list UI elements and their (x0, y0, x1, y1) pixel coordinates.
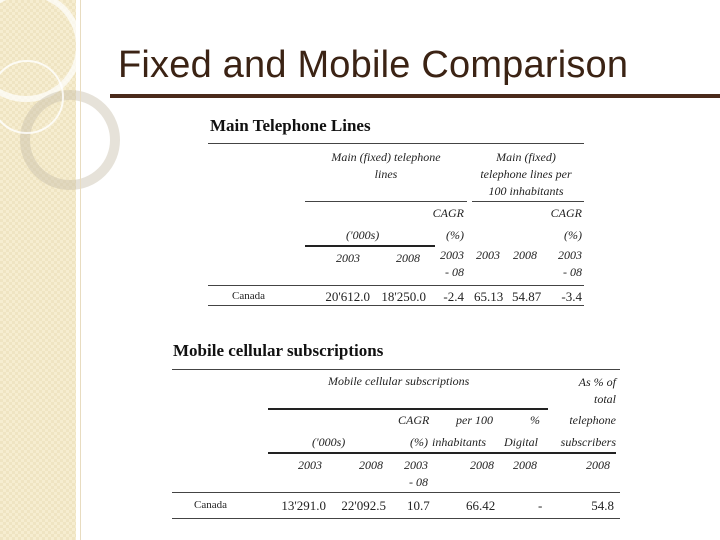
table-rule (208, 305, 584, 306)
cagr-unit: (%) (564, 228, 582, 242)
year-header: 2008 (470, 458, 494, 472)
units-label: ('000s) (346, 228, 380, 242)
value-cell: 54.8 (591, 498, 614, 513)
title-underline (110, 94, 720, 98)
table-rule (172, 369, 620, 370)
value-cell: 22'092.5 (341, 498, 386, 513)
column-group-label: subscribers (560, 435, 616, 449)
cagr-unit: (%) (446, 228, 464, 242)
table-rule (305, 201, 467, 202)
sidebar-divider (80, 0, 81, 540)
column-group-label: lines (374, 167, 398, 181)
column-group-label: telephone lines per (480, 167, 572, 181)
year-header: 2003 (404, 458, 428, 472)
value-cell: 65.13 (474, 289, 504, 304)
table-rule (268, 408, 548, 410)
column-group-label: Main (fixed) (496, 150, 556, 164)
table-rule (208, 143, 584, 144)
table-rule (268, 452, 616, 454)
column-group-label: As % of (578, 375, 616, 389)
year-header: 2008 (396, 251, 420, 265)
table-rule (305, 245, 435, 247)
table-rule (208, 285, 584, 286)
table-heading: Main Telephone Lines (210, 116, 371, 135)
table-heading: Mobile cellular subscriptions (173, 341, 384, 360)
value-cell: 20'612.0 (325, 289, 370, 304)
cagr-label: CAGR (432, 206, 464, 220)
value-cell: -2.4 (443, 289, 464, 304)
value-cell: -3.4 (561, 289, 582, 304)
year-header: 2003 (558, 248, 582, 262)
value-cell: 66.42 (466, 498, 496, 513)
column-group-label: telephone (569, 413, 616, 427)
year-header: 2008 (513, 248, 537, 262)
column-group-label: total (593, 392, 616, 406)
year-header: 2003 (476, 248, 500, 262)
year-header: 2003 (298, 458, 322, 472)
per100-label: per 100 (456, 413, 493, 427)
cagr-label: CAGR (550, 206, 582, 220)
slide-title: Fixed and Mobile Comparison (118, 44, 629, 86)
country-cell: Canada (232, 290, 265, 302)
table-rule (172, 518, 620, 519)
country-cell: Canada (194, 499, 227, 511)
year-header: - 08 (409, 475, 428, 489)
year-header: 2008 (359, 458, 383, 472)
year-header: 2003 (440, 248, 464, 262)
table-rule (472, 201, 584, 202)
value-cell: 18'250.0 (381, 289, 426, 304)
year-header: 2008 (586, 458, 610, 472)
year-header: 2008 (513, 458, 537, 472)
digital-label: Digital (504, 435, 539, 449)
cagr-label: CAGR (398, 413, 430, 427)
decorative-sidebar (0, 0, 76, 540)
per100-label: inhabitants (432, 435, 487, 449)
value-cell: 10.7 (407, 498, 430, 513)
digital-label: % (530, 413, 540, 427)
year-header: - 08 (445, 265, 464, 279)
column-group-label: 100 inhabitants (488, 184, 564, 198)
value-cell: 13'291.0 (281, 498, 326, 513)
cagr-unit: (%) (410, 435, 428, 449)
column-group-label: Mobile cellular subscriptions (328, 374, 470, 388)
value-cell: 54.87 (512, 289, 542, 304)
table-rule (172, 492, 620, 493)
year-header: 2003 (336, 251, 360, 265)
year-header: - 08 (563, 265, 582, 279)
units-label: ('000s) (312, 435, 346, 449)
column-group-label: Main (fixed) telephone (331, 150, 441, 164)
value-cell: - (538, 498, 543, 513)
